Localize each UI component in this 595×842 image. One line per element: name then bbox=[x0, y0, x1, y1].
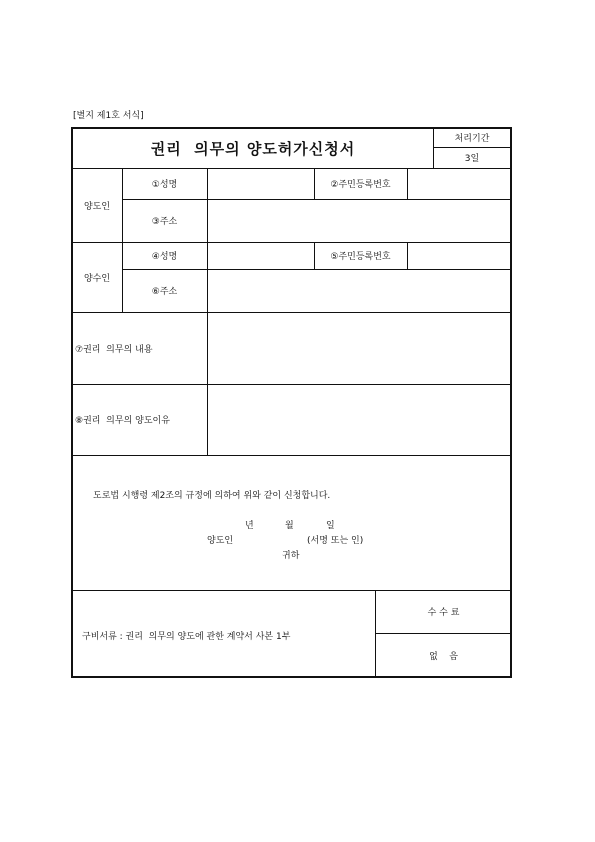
signature-label: (서명 또는 인) bbox=[307, 536, 364, 546]
fee-value: 없 음 bbox=[429, 651, 458, 662]
transferee-name-field[interactable] bbox=[208, 243, 314, 269]
recipient-label: 귀하 bbox=[282, 551, 300, 561]
transferor-name-label: ①성명 bbox=[151, 180, 178, 190]
transferor-section-label: 양도인 bbox=[83, 201, 111, 212]
processing-period-label: 처리기간 bbox=[454, 134, 490, 144]
rights-content-label: ⑦권리 의무의 내용 bbox=[75, 344, 153, 355]
processing-period-value: 3일 bbox=[464, 154, 480, 164]
fee-label: 수 수 료 bbox=[427, 608, 460, 618]
transfer-reason-label: ⑧권리 의무의 양도이유 bbox=[75, 416, 170, 426]
transferor-address-field[interactable] bbox=[208, 200, 510, 242]
transferor-id-label: ②주민등록번호 bbox=[330, 180, 391, 190]
date-year-label: 년 bbox=[245, 521, 254, 531]
transferor-name-field[interactable] bbox=[208, 169, 314, 199]
transferee-address-label: ⑥주소 bbox=[151, 287, 178, 297]
form-number-label: [별지 제1호 서식] bbox=[73, 111, 144, 121]
transferee-address-field[interactable] bbox=[208, 270, 510, 312]
date-day-label: 일 bbox=[326, 521, 335, 531]
transferee-id-label: ⑤주민등록번호 bbox=[330, 252, 391, 262]
transferor-id-field[interactable] bbox=[408, 169, 510, 199]
transferee-id-field[interactable] bbox=[408, 243, 510, 269]
transferee-section-label: 양수인 bbox=[83, 273, 111, 284]
declaration-statement: 도로법 시행령 제2조의 규정에 의하여 위와 같이 신청합니다. bbox=[93, 491, 331, 501]
transferee-name-label: ④성명 bbox=[151, 252, 178, 262]
rights-content-field[interactable] bbox=[208, 313, 510, 384]
transferor-address-label: ③주소 bbox=[151, 217, 178, 227]
applicant-label: 양도인 bbox=[207, 536, 234, 546]
form-title: 권리 의무의 양도허가신청서 bbox=[150, 140, 356, 158]
date-month-label: 월 bbox=[285, 521, 294, 531]
required-documents: 구비서류 : 권리 의무의 양도에 관한 계약서 사본 1부 bbox=[82, 632, 291, 642]
transfer-reason-field[interactable] bbox=[208, 385, 510, 455]
